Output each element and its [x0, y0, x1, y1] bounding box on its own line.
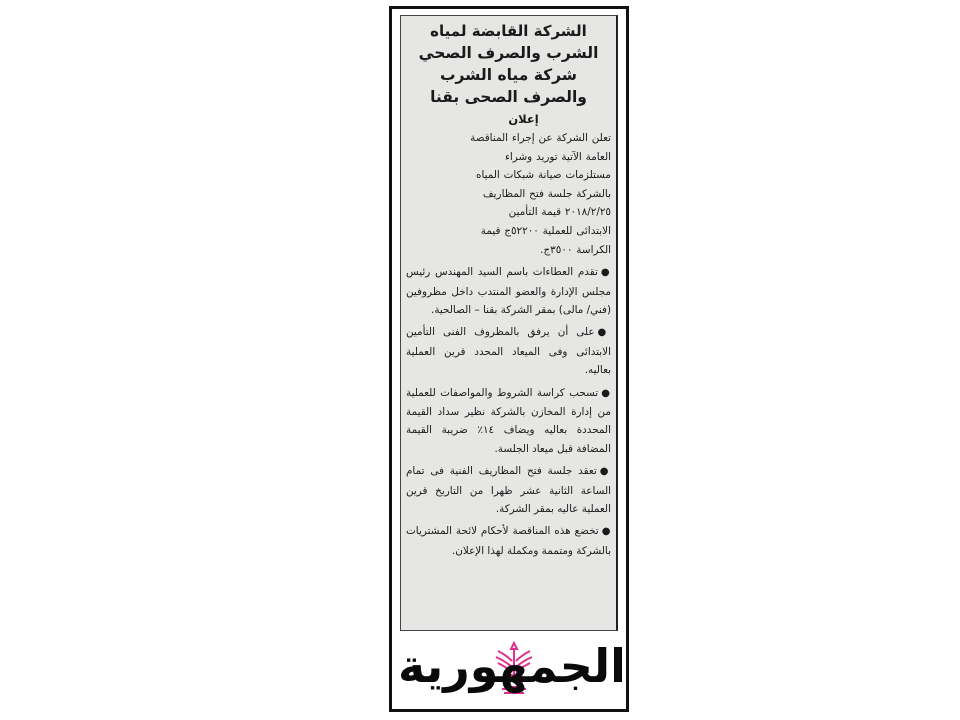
- bullet-dot-icon: ●: [601, 387, 611, 399]
- headline-line-1: الشركة القابضة لمياه: [430, 22, 587, 40]
- intro-line: ٢٠١٨/٢/٢٥ قيمة التأمين: [508, 206, 611, 219]
- headline-line-4: والصرف الصحى بقنا: [430, 88, 587, 106]
- intro-line: الكراسة ٣٥٠٠ج.: [540, 243, 611, 256]
- headline-line-2: الشرب والصرف الصحي: [418, 44, 599, 62]
- list-item-text: تقدم العطاءات باسم السيد المهندس رئيس مجلس الإدارة والعضو المنتدب داخل مظروفين (فني/ مالى) بمقر الشركة بقنا – الصالحية.: [406, 266, 611, 316]
- list-item-text: تسحب كراسة الشروط والمواصفات للعملية من إدارة المخازن بالشركة نظير سداد القيمة المحددة بعاليه ويضاف ١٤٪ ضريبة القيمة المضافة قبل ميعاد الجلسة.: [406, 386, 611, 455]
- list-item: [406, 522, 611, 560]
- intro-line: مستلزمات صيانة شبكات المياه: [476, 169, 611, 182]
- bullet-dot-icon: ●: [600, 267, 611, 279]
- intro-line: بالشركة جلسة فتح المظاريف: [482, 187, 611, 200]
- intro-paragraph: [406, 129, 611, 259]
- list-item: [406, 462, 611, 518]
- headline-line-3: شركة مياه الشرب: [439, 66, 578, 84]
- intro-line: الابتدائى للعملية ٥٢٢٠٠ج قيمة: [480, 224, 611, 237]
- newspaper-clipping-frame: [389, 6, 629, 712]
- bullet-dot-icon: ●: [597, 327, 611, 339]
- list-item-text: تخضع هذه المناقصة لأحكام لائحة المشتريات بالشركة ومتممة ومكملة لهذا الإعلان.: [406, 525, 611, 557]
- newspaper-masthead: [392, 633, 626, 705]
- list-item-text: على أن يرفق بالمظروف الفنى التأمين الابتدائى وفى الميعاد المحدد قرين العملية بعاليه.: [406, 326, 611, 377]
- list-item: [406, 384, 611, 459]
- announcement-column: [400, 15, 618, 631]
- intro-line: العامة الآتية توريد وشراء: [504, 150, 611, 163]
- bullet-dot-icon: ●: [599, 466, 611, 478]
- list-item-text: تعقد جلسة فتح المظاريف الفنية فى تمام الساعة الثانية عشر ظهرا من التاريخ قرين العملية عاليه بمقر الشركة.: [406, 465, 611, 516]
- intro-line: تعلن الشركة عن إجراء المناقصة: [470, 132, 611, 144]
- bullet-dot-icon: ●: [601, 526, 611, 538]
- newspaper-logo: الجمهورية: [398, 639, 626, 693]
- list-item: [406, 263, 611, 319]
- list-item: [406, 323, 611, 379]
- announcement-label: إعلان: [508, 112, 539, 126]
